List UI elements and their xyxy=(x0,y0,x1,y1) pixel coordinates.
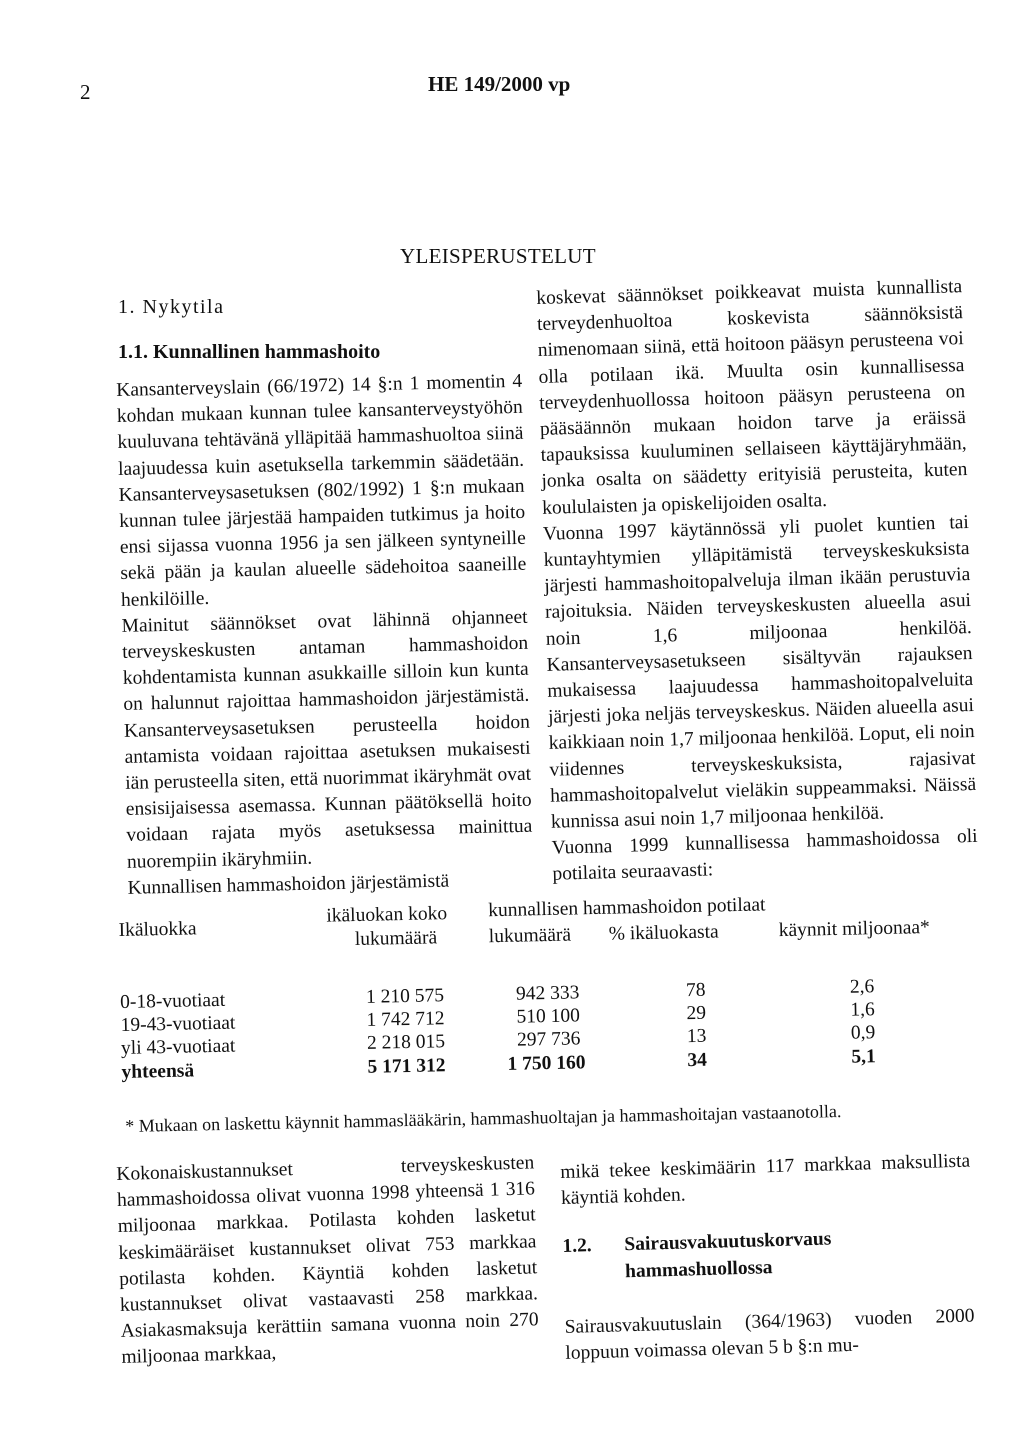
heading-sairausvakuutuskorvaus xyxy=(562,1223,973,1287)
table-row-label-total: yhteensä xyxy=(121,1060,195,1083)
table-cell-total: 1 750 160 xyxy=(507,1052,586,1075)
table-header-koko: ikäluokan koko xyxy=(326,903,448,927)
table-cell: 78 xyxy=(685,979,706,1002)
table-header-group: kunnallisen hammashoidon potilaat xyxy=(488,894,766,922)
table-row-label: 19-43-vuotiaat xyxy=(120,1012,236,1036)
table-cell-total: 34 xyxy=(687,1049,708,1072)
heading-nykytila: 1. Nykytila xyxy=(118,296,225,318)
left-column xyxy=(116,369,534,902)
paragraph: Kunnallisen hammashoidon järjestämistä xyxy=(127,870,450,899)
table-cell: 1 742 712 xyxy=(366,1008,445,1031)
paragraph: Kokonaiskustannukset terveyskeskusten hammashoidossa olivat vuonna 1998 yhteensä 1 316 miljoonaa markkaa. Potilasta kohden lasketut keskimääräiset kustannukset olivat 753 markkaa potilasta kohden. Käyntiä kohden lasketut kustannukset olivat vastaavasti 258 markkaa. Asiakasmaksuja kerättiin samana vuonna noin 270 miljoonaa markkaa, xyxy=(116,1152,539,1369)
table-header-kaynnit: käynnit miljoonaa* xyxy=(778,917,931,942)
table-cell: 13 xyxy=(686,1025,707,1048)
page-number: 2 xyxy=(80,80,91,104)
table-header-ikaluokka: Ikäluokka xyxy=(118,918,197,941)
paragraph: Kansanterveyslain (66/1972) 14 §:n 1 momentin 4 kohdan mukaan kunnan tulee kansanterveystyöhön kuuluvana tehtävänä ylläpitää hammashuoltoa siinä laajuudessa kuin asetuksella tarkemmin säädetään. Kansanterveysasetuksen (802/1992) 1 §:n mukaan kunnan tulee järjestää hampaiden tutkimus ja hoito ensi sijassa vuonna 1956 ja sen jälkeen syntyneille sekä pään ja kaulan alueelle sädehoitoa saaneille henkilöille. xyxy=(116,370,527,611)
heading-number: 1.2. xyxy=(562,1235,592,1258)
table-cell: 2 218 015 xyxy=(366,1031,446,1054)
paragraph: koskevat säännökset poikkeavat muista kunnallista terveydenhuoltoa koskevista säännöksistä nimenomaan siinä, että hoitoon pääsyn perusteena voi olla potilaan ikä. Muulta osin kunnallisessa terveydenhuollossa hoitoon pääsyn perusteena on pääsäännön mukaan hoidon tarve ja eräissä tapauksissa kuuluminen sellaiseen käyttäjäryhmään, jonka osalta on säädetty erityisiä perusteita, kuten koululaisten ja opiskelijoiden osalta. xyxy=(536,276,968,519)
heading-text: Sairausvakuutuskorvaus hammashuollossa xyxy=(624,1228,832,1282)
document-header: HE 149/2000 vp xyxy=(428,72,571,96)
bottom-right-column xyxy=(560,1149,976,1368)
section-heading: YLEISPERUSTELUT xyxy=(400,244,596,268)
table-cell: 2,6 xyxy=(849,976,875,998)
paragraph: Vuonna 1997 käytännössä yli puolet kuntien tai kuntayhtymien ylläpitämistä terveyskeskuksista järjesti hammashoitopalveluja ilman ikään perustuvia rajoituksia. Näiden terveyskeskusten alueella asui noin 1,6 miljoonaa henkilöä. Kansanterveysasetukseen sisältyvän rajauksen mukaisessa laajuudessa hammashoitopalveluita järjesti joka neljäs terveyskeskus. Näiden alueella asui kaikkiaan noin 1,7 miljoonaa henkilöä. Loput, eli noin viidennes terveyskeskuksista, rajasivat hammashoitopalvelut vieläkin suppeammaksi. Näissä kunnissa asui noin 1,7 miljoonaa henkilöä. xyxy=(542,511,977,833)
table-cell: 29 xyxy=(686,1002,707,1025)
paragraph: Mainitut säännökset ovat lähinnä ohjanneet terveyskeskusten antaman hammashoidon kohdentamista kunnan asukkaille silloin kun kunta on halunnut rajoittaa hammashoidon järjestämistä. Kansanterveysasetuksen perusteella hoidon antamista voidaan rajoittaa asetuksen mukaisesti iän perusteella siten, että nuorimmat ikäryhmät ovat ensisijaisessa asemassa. Kunnan päätöksellä hoito voidaan rajata myös asetuksessa mainittua nuorempiin ikäryhmiin. xyxy=(121,606,533,873)
heading-kunnallinen-hammashoito: 1.1. Kunnallinen hammashoito xyxy=(118,341,381,363)
table-cell: 942 333 xyxy=(515,982,580,1005)
table-cell: 0,9 xyxy=(850,1022,876,1044)
table-cell: 510 100 xyxy=(516,1005,581,1028)
table-footnote: * Mukaan on laskettu käynnit hammaslääkärin, hammashuoltajan ja hammashoitajan vastaanotolla. xyxy=(125,1100,842,1136)
table-header-koko-unit: lukumäärä xyxy=(354,927,438,951)
table-header-lukumaara: lukumäärä xyxy=(488,924,572,948)
table-row-label: yli 43-vuotiaat xyxy=(120,1035,236,1059)
table-cell: 1 210 575 xyxy=(365,985,445,1008)
paragraph: Sairausvakuutuslain (364/1963) vuoden 2000 loppuun voimassa olevan 5 b §:n mu- xyxy=(564,1305,975,1364)
paragraph: Vuonna 1999 kunnallisessa hammashoidossa oli potilaita seuraavasti: xyxy=(551,826,978,886)
table-header-pct: % ikäluokasta xyxy=(608,921,719,945)
right-column xyxy=(536,274,979,888)
table-cell-total: 5 171 312 xyxy=(367,1055,446,1078)
paragraph: mikä tekee keskimäärin 117 markkaa maksullista käyntiä kohden. xyxy=(560,1150,971,1210)
table-cell: 297 736 xyxy=(516,1028,581,1051)
table-cell-total: 5,1 xyxy=(851,1046,877,1068)
table-row-label: 0-18-vuotiaat xyxy=(119,989,226,1013)
table-cell: 1,6 xyxy=(850,999,876,1021)
bottom-left-column xyxy=(116,1150,540,1371)
